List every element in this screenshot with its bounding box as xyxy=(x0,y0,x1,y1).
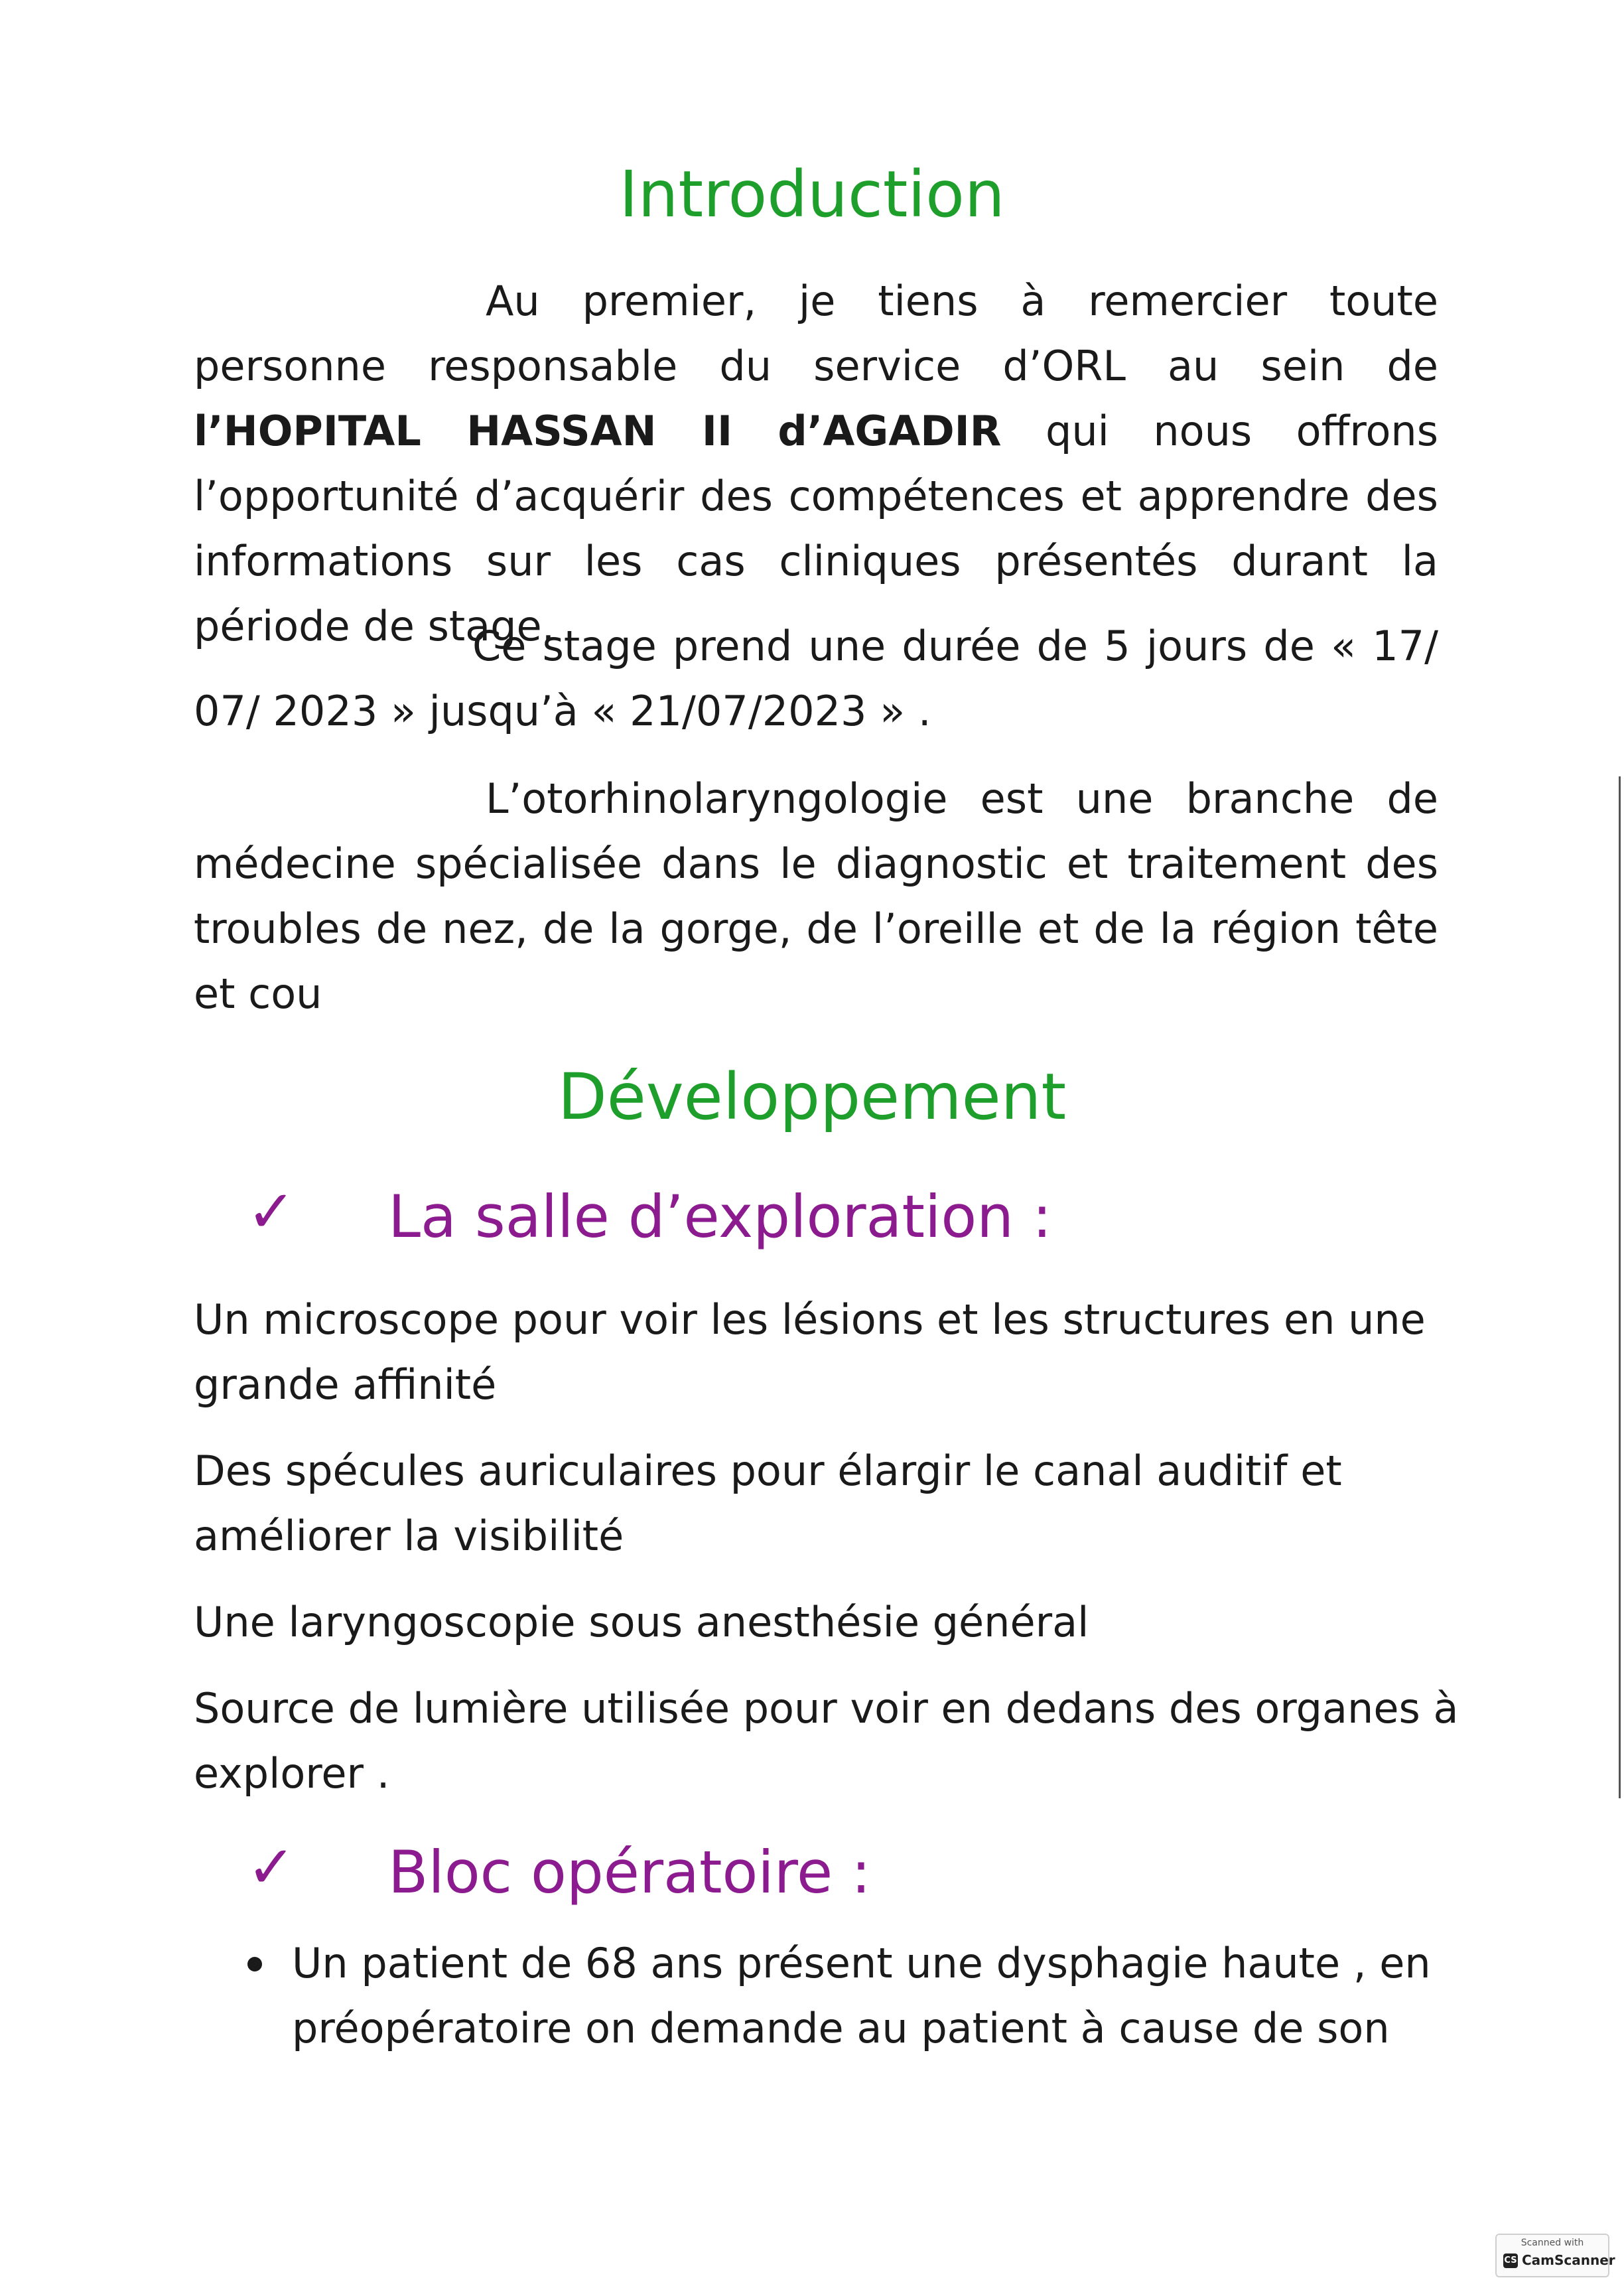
development-title: Développement xyxy=(557,1060,1067,1134)
exploration-item-3-line-1: Une laryngoscopie sous anesthésie général xyxy=(194,1598,1089,1646)
exploration-item-2-line-2: améliorer la visibilité xyxy=(194,1512,624,1560)
bullet-icon xyxy=(247,1957,262,1971)
intro-p3-text: L’otorhinolaryngologie est une branche de médecine spécialisée dans le diagnostic et traitement des troubles de nez, de la gorge, de l’oreille et de la région tête et cou xyxy=(194,774,1438,1018)
section-heading-bloc-operatoire: Bloc opératoire : xyxy=(388,1838,871,1906)
exploration-item-4-line-2: explorer . xyxy=(194,1749,390,1798)
introduction-title: Introduction xyxy=(619,157,1005,232)
intro-paragraph-2 xyxy=(194,614,1438,744)
intro-p2-text: Ce stage prend une durée de 5 jours de « 17/ 07/ 2023 » jusqu’à « 21/07/2023 » . xyxy=(194,622,1438,735)
intro-p1-end: qui nous offrons l’opportunité d’acquérir des compétences et apprendre des informations sur les cas cliniques présentés durant la période de stage. xyxy=(194,407,1438,650)
intro-p1-start: Au premier, je tiens à remercier toute personne responsable du service d’ORL au sein de xyxy=(194,277,1438,390)
scanner-brand: CamScanner xyxy=(1522,2252,1615,2268)
page-edge-shadow xyxy=(1619,776,1621,1798)
bullet-item-line-1: Un patient de 68 ans présent une dysphagie haute , en xyxy=(292,1939,1431,1987)
scanner-small-text: Scanned with xyxy=(1521,2238,1584,2248)
section-heading-exploration: La salle d’exploration : xyxy=(388,1182,1052,1251)
exploration-item-4-line-1: Source de lumière utilisée pour voir en dedans des organes à xyxy=(194,1684,1459,1733)
exploration-item-1-line-1: Un microscope pour voir les lésions et les structures en une xyxy=(194,1295,1426,1344)
hospital-name: l’HOPITAL HASSAN II d’AGADIR xyxy=(194,407,1002,455)
intro-paragraph-3 xyxy=(194,766,1438,1027)
camscanner-badge xyxy=(1495,2234,1615,2277)
bullet-item-line-2: préopératoire on demande au patient à cause de son xyxy=(292,2004,1390,2052)
camscanner-logo-icon: CS xyxy=(1503,2253,1518,2268)
exploration-item-2-line-1: Des spécules auriculaires pour élargir le canal auditif et xyxy=(194,1447,1342,1495)
intro-paragraph-1 xyxy=(194,269,1438,659)
checkmark-icon: ✓ xyxy=(247,1833,296,1901)
exploration-item-1-line-2: grande affinité xyxy=(194,1360,497,1409)
checkmark-icon: ✓ xyxy=(247,1177,296,1246)
